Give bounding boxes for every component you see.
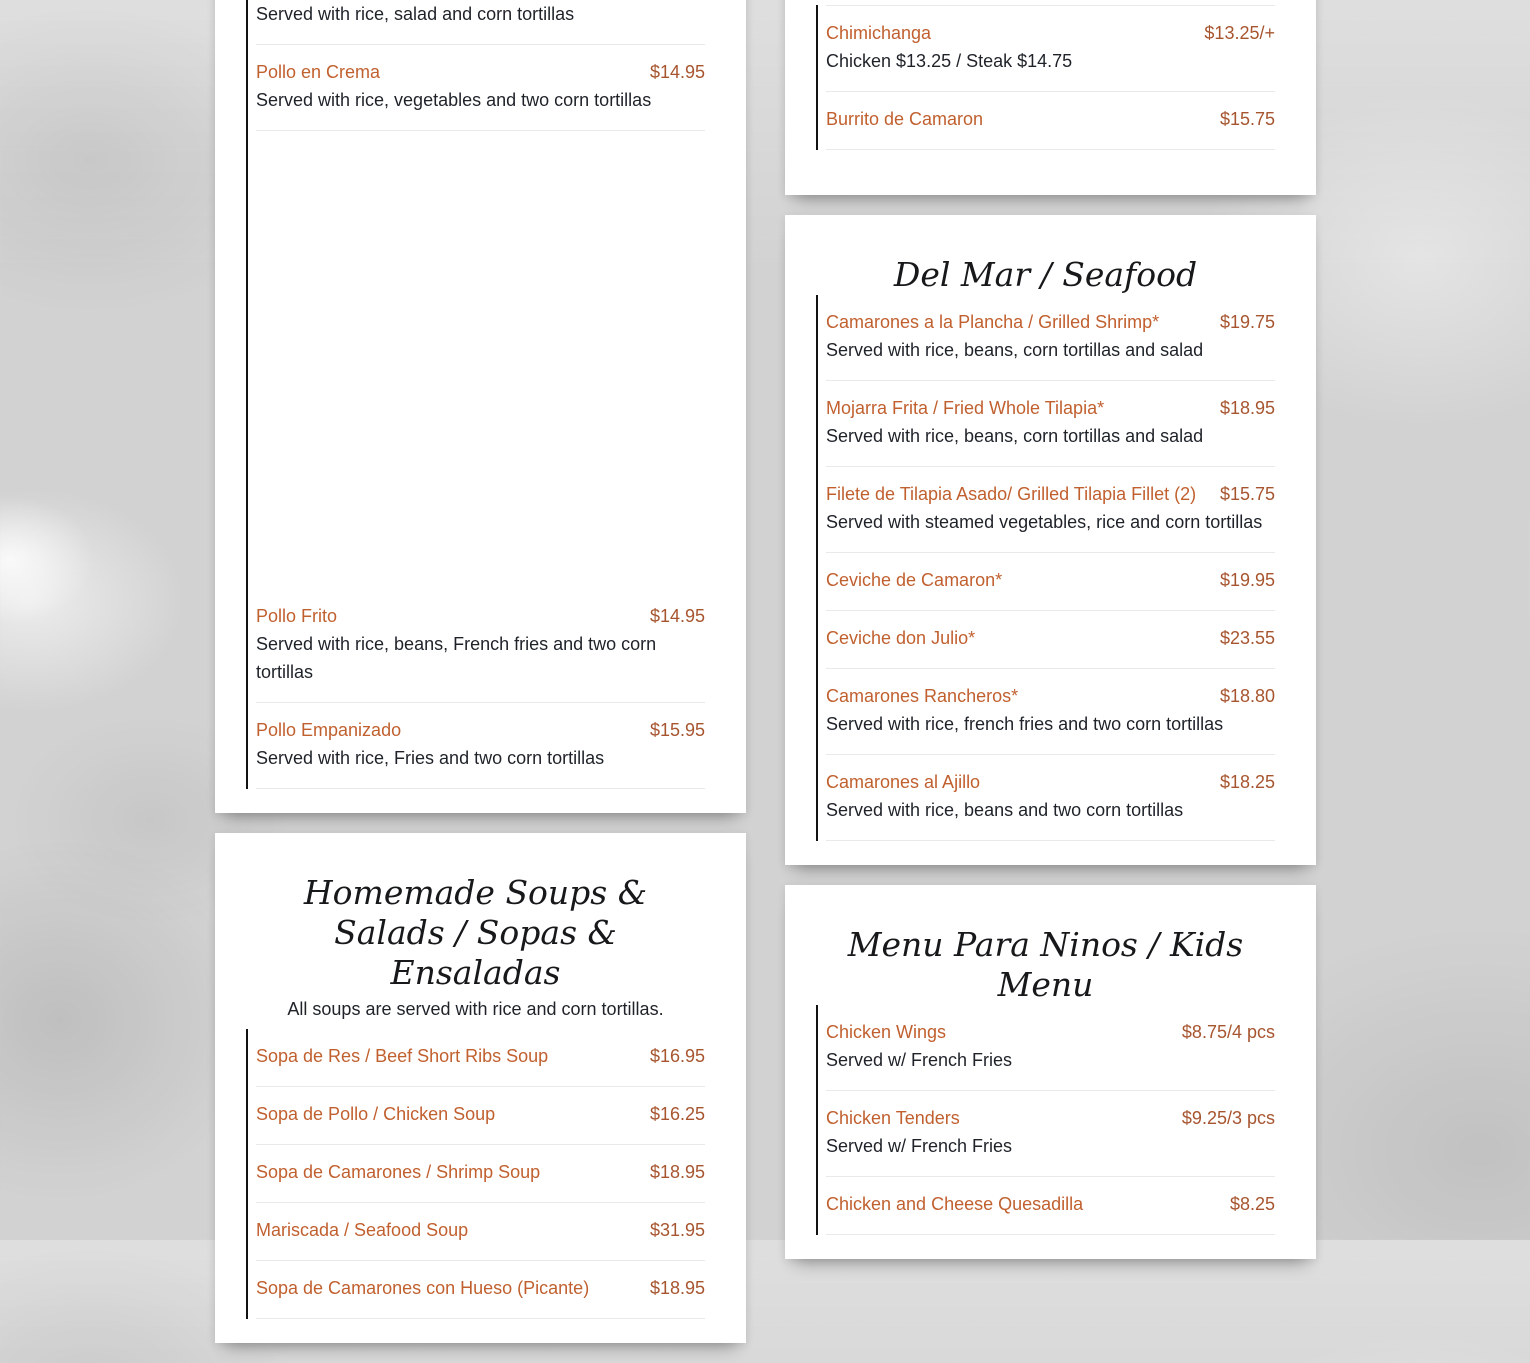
menu-card (785, 885, 1316, 1259)
menu-item (256, 45, 705, 131)
menu-item-name: Chicken Wings (826, 1022, 947, 1042)
menu-item (826, 611, 1275, 669)
menu-item-price: $8.75/4 pcs (1181, 1022, 1275, 1042)
menu-section-title: Menu Para Ninos / Kids Menu (847, 925, 1244, 1004)
content-spacer (256, 131, 705, 589)
menu-card (785, 0, 1316, 195)
menu-item-description: Served w/ French Fries (826, 1136, 1013, 1156)
menu-item-price: $15.75 (1219, 109, 1275, 129)
menu-item-price: $18.95 (649, 1162, 705, 1182)
menu-item-row (826, 480, 1275, 508)
menu-item-name: Sopa de Camarones con Hueso (Picante) (256, 1278, 590, 1298)
menu-item-row (826, 308, 1275, 336)
menu-item-price: $15.95 (649, 720, 705, 740)
menu-item-row (256, 602, 705, 630)
menu-item-name: Camarones Rancheros* (826, 686, 1019, 706)
menu-item (256, 1029, 705, 1087)
menu-item-description: Served with rice, Fries and two corn tortillas (256, 748, 605, 768)
menu-item-price: $8.25 (1229, 1194, 1275, 1214)
menu-item (826, 1177, 1275, 1235)
menu-item (256, 1087, 705, 1145)
menu-item-row (826, 682, 1275, 710)
menu-item-name: Camarones a la Plancha / Grilled Shrimp* (826, 312, 1160, 332)
menu-item-name: Burrito de Camaron (826, 109, 984, 129)
menu-item-name: Sopa de Camarones / Shrimp Soup (256, 1162, 541, 1182)
menu-item-name: Pollo Empanizado (256, 720, 402, 740)
menu-list (816, 5, 1275, 150)
menu-item (826, 467, 1275, 553)
menu-item (826, 669, 1275, 755)
menu-item-name: Pollo Frito (256, 606, 338, 626)
menu-item (256, 1261, 705, 1319)
menu-item (256, 703, 705, 789)
menu-item-description: Served with steamed vegetables, rice and corn tortillas (826, 512, 1263, 532)
menu-item (826, 5, 1275, 92)
menu-item-row (256, 1042, 705, 1070)
menu-item-description: Served with rice, beans, French fries and two corn tortillas (256, 634, 657, 682)
menu-item-name: Ceviche don Julio* (826, 628, 976, 648)
menu-item (826, 553, 1275, 611)
menu-section-title: Homemade Soups & Salads / Sopas & Ensaladas (303, 873, 648, 992)
menu-item-price: $18.80 (1219, 686, 1275, 706)
menu-item-price: $19.75 (1219, 312, 1275, 332)
menu-item-price: $18.25 (1219, 772, 1275, 792)
menu-item-row (826, 1104, 1275, 1132)
menu-item-price: $19.95 (1219, 570, 1275, 590)
menu-item-description: Served with rice, salad and corn tortillas (256, 4, 575, 24)
menu-item-name: Chicken Tenders (826, 1108, 960, 1128)
menu-item-row (826, 19, 1275, 47)
menu-item-price: $16.95 (649, 1046, 705, 1066)
menu-item-description: Served w/ French Fries (826, 1050, 1013, 1070)
menu-list (816, 295, 1275, 841)
menu-item-price: $18.95 (1219, 398, 1275, 418)
menu-item-row (256, 1100, 705, 1128)
menu-item-row (826, 1190, 1275, 1218)
menu-item-name: Chimichanga (826, 23, 932, 43)
menu-item (826, 381, 1275, 467)
menu-item-row (826, 624, 1275, 652)
menu-item-row (826, 394, 1275, 422)
menu-item-description: Served with rice, beans, corn tortillas and salad (826, 426, 1204, 446)
menu-item-price: $23.55 (1219, 628, 1275, 648)
menu-item-row (256, 58, 705, 86)
menu-item-price: $16.25 (649, 1104, 705, 1124)
menu-item-name: Mariscada / Seafood Soup (256, 1220, 469, 1240)
menu-item-name: Sopa de Pollo / Chicken Soup (256, 1104, 496, 1124)
menu-column-left (215, 0, 746, 1363)
menu-item-row (826, 105, 1275, 133)
menu-item-name: Mojarra Frita / Fried Whole Tilapia* (826, 398, 1105, 418)
menu-card (785, 215, 1316, 865)
menu-item-description: Served with rice, beans, corn tortillas and salad (826, 340, 1204, 360)
menu-list (246, 1029, 705, 1319)
menu-item-row (256, 1274, 705, 1302)
menu-item (826, 92, 1275, 150)
menu-item-price: $15.75 (1219, 484, 1275, 504)
menu-item-price: $18.95 (649, 1278, 705, 1298)
menu-card (215, 833, 746, 1343)
menu-column-right (785, 0, 1316, 1279)
menu-item-row (826, 768, 1275, 796)
menu-item-price: $9.25/3 pcs (1181, 1108, 1275, 1128)
menu-section-note: All soups are served with rice and corn tortillas. (287, 999, 664, 1019)
menu-item (256, 589, 705, 703)
menu-item-name: Chicken and Cheese Quesadilla (826, 1194, 1084, 1214)
menu-item-row (826, 566, 1275, 594)
menu-item-name: Camarones al Ajillo (826, 772, 981, 792)
menu-item-price: $14.95 (649, 606, 705, 626)
menu-section-title: Del Mar / Seafood (893, 255, 1198, 294)
menu-list (246, 0, 705, 789)
menu-item-row (256, 716, 705, 744)
menu-item-description: Served with rice, vegetables and two corn tortillas (256, 90, 652, 110)
menu-item-name: Sopa de Res / Beef Short Ribs Soup (256, 1046, 549, 1066)
menu-item-description: Chicken $13.25 / Steak $14.75 (826, 51, 1073, 71)
menu-item (826, 755, 1275, 841)
menu-item-price: $31.95 (649, 1220, 705, 1240)
menu-item-price: $13.25/+ (1204, 23, 1275, 43)
menu-item (256, 1145, 705, 1203)
menu-item-name: Pollo en Crema (256, 62, 381, 82)
menu-list (816, 1005, 1275, 1235)
menu-item (826, 295, 1275, 381)
menu-item (826, 1005, 1275, 1091)
menu-item (826, 1091, 1275, 1177)
menu-item-price: $14.95 (649, 62, 705, 82)
menu-card (215, 0, 746, 813)
menu-item-description: Served with rice, beans and two corn tortillas (826, 800, 1184, 820)
menu-item-name: Ceviche de Camaron* (826, 570, 1003, 590)
menu-item (256, 0, 705, 45)
menu-item-description: Served with rice, french fries and two corn tortillas (826, 714, 1224, 734)
menu-item (256, 1203, 705, 1261)
menu-item-row (826, 1018, 1275, 1046)
menu-item-name: Filete de Tilapia Asado/ Grilled Tilapia Fillet (2) (826, 484, 1197, 504)
menu-item-row (256, 1158, 705, 1186)
